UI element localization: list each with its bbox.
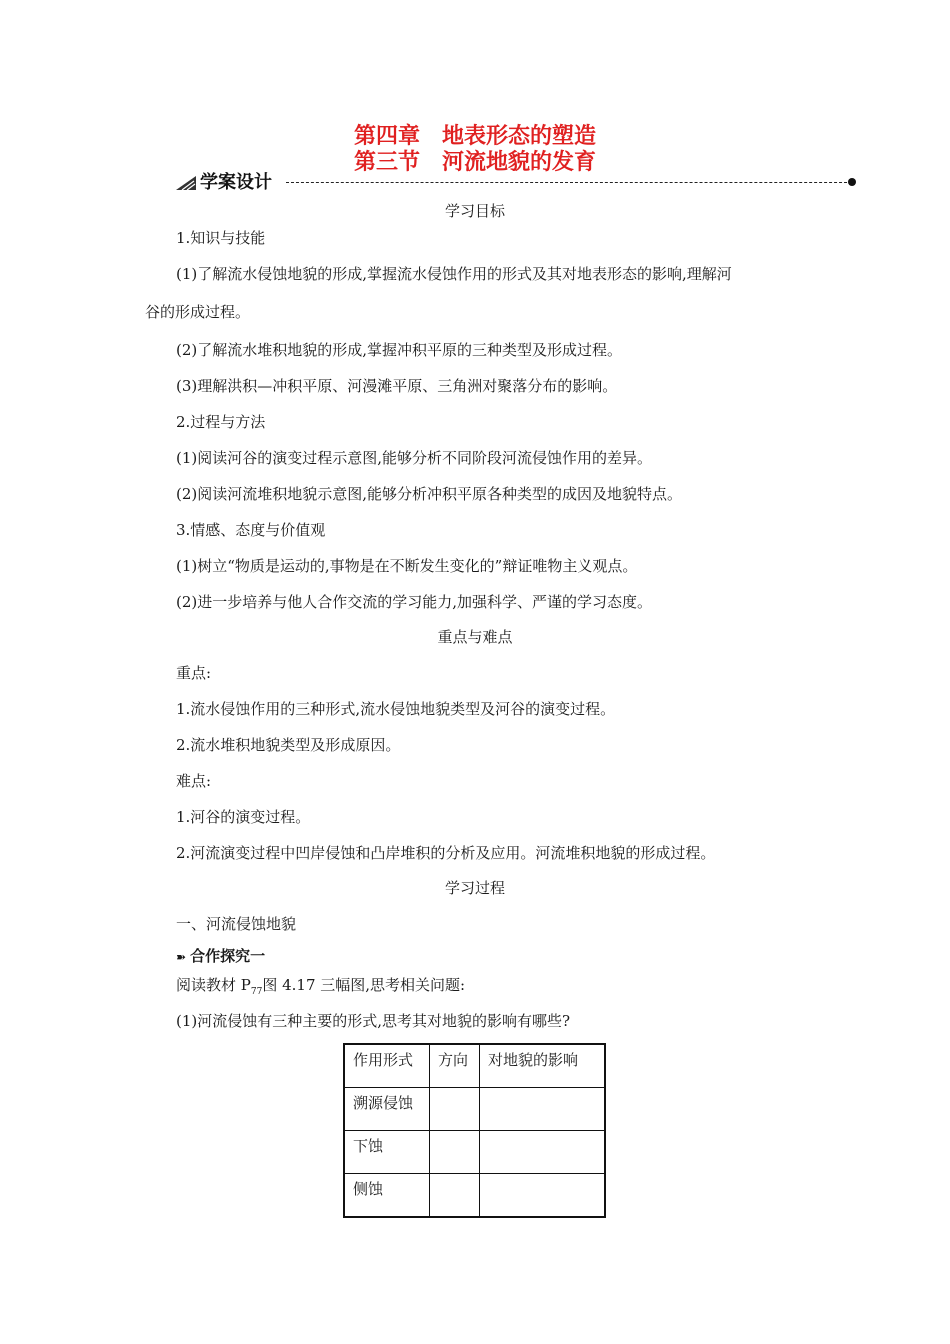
focus-key1: 1.流水侵蚀作用的三种形式,流水侵蚀地貌类型及河谷的演变过程。 xyxy=(176,700,616,718)
table-cell xyxy=(430,1174,480,1218)
table-header-cell: 方向 xyxy=(430,1044,480,1088)
process-part1: 一、河流侵蚀地貌 xyxy=(176,915,297,933)
goal-process-title: 2.过程与方法 xyxy=(176,413,266,431)
section-title: 第三节 河流地貌的发育 xyxy=(353,150,596,175)
table-cell xyxy=(480,1131,606,1174)
goal-e1: (1)树立“物质是运动的,事物是在不断发生变化的”辩证唯物主义观点。 xyxy=(176,557,638,575)
table-cell xyxy=(430,1131,480,1174)
explore-heading xyxy=(176,946,265,967)
read-instruction xyxy=(176,975,465,1002)
banner-end-dot-icon xyxy=(848,178,856,186)
goal-p2: (2)阅读河流堆积地貌示意图,能够分析冲积平原各种类型的成因及地貌特点。 xyxy=(176,485,683,503)
table-cell xyxy=(430,1088,480,1131)
banner-triangle-icon xyxy=(176,176,196,190)
table-cell xyxy=(480,1088,606,1131)
table-header-cell: 对地貌的影响 xyxy=(480,1044,606,1088)
goal-p1: (1)阅读河谷的演变过程示意图,能够分析不同阶段河流侵蚀作用的差异。 xyxy=(176,449,653,467)
focus-key-label: 重点: xyxy=(176,664,212,682)
process-heading: 学习过程 xyxy=(444,879,505,897)
table-cell xyxy=(480,1174,606,1218)
question-1: (1)河流侵蚀有三种主要的形式,思考其对地貌的影响有哪些? xyxy=(176,1012,571,1030)
goal-e2: (2)进一步培养与他人合作交流的学习能力,加强科学、严谨的学习态度。 xyxy=(176,593,653,611)
table-header-row xyxy=(344,1044,605,1088)
focus-diff-label: 难点: xyxy=(176,772,212,790)
goal-knowledge-title: 1.知识与技能 xyxy=(176,229,266,247)
goal-k1-line2: 谷的形成过程。 xyxy=(145,303,251,321)
focus-diff1: 1.河谷的演变过程。 xyxy=(176,808,311,826)
read-suffix: 图 4.17 三幅图,思考相关问题: xyxy=(262,976,466,994)
banner-dashed-rule xyxy=(286,182,852,183)
explore-label: 合作探究一 xyxy=(190,947,266,965)
goal-emotion-title: 3.情感、态度与价值观 xyxy=(176,521,326,539)
table-cell: 侧蚀 xyxy=(344,1174,430,1218)
focus-key2: 2.流水堆积地貌类型及形成原因。 xyxy=(176,736,401,754)
goal-k2: (2)了解流水堆积地貌的形成,掌握冲积平原的三种类型及形成过程。 xyxy=(176,341,623,359)
table-header-cell: 作用形式 xyxy=(344,1044,430,1088)
read-page-sub: 77 xyxy=(250,987,263,997)
table-cell: 溯源侵蚀 xyxy=(344,1088,430,1131)
table-cell: 下蚀 xyxy=(344,1131,430,1174)
focus-heading: 重点与难点 xyxy=(437,628,513,646)
table-row xyxy=(344,1131,605,1174)
table-row xyxy=(344,1088,605,1131)
erosion-table xyxy=(343,1043,606,1218)
goal-k1-line1: (1)了解流水侵蚀地貌的形成,掌握流水侵蚀作用的形式及其对地表形态的影响,理解河 xyxy=(176,265,732,283)
banner-label: 学案设计 xyxy=(200,172,272,193)
table-row xyxy=(344,1174,605,1218)
goals-heading: 学习目标 xyxy=(444,202,505,220)
focus-diff2: 2.河流演变过程中凹岸侵蚀和凸岸堆积的分析及应用。河流堆积地貌的形成过程。 xyxy=(176,844,716,862)
read-prefix: 阅读教材 P xyxy=(176,976,251,994)
goal-k3: (3)理解洪积—冲积平原、河漫滩平原、三角洲对聚落分布的影响。 xyxy=(176,377,618,395)
double-arrow-icon: ➽ xyxy=(176,950,187,964)
section-banner xyxy=(176,172,866,194)
chapter-title: 第四章 地表形态的塑造 xyxy=(353,124,596,149)
